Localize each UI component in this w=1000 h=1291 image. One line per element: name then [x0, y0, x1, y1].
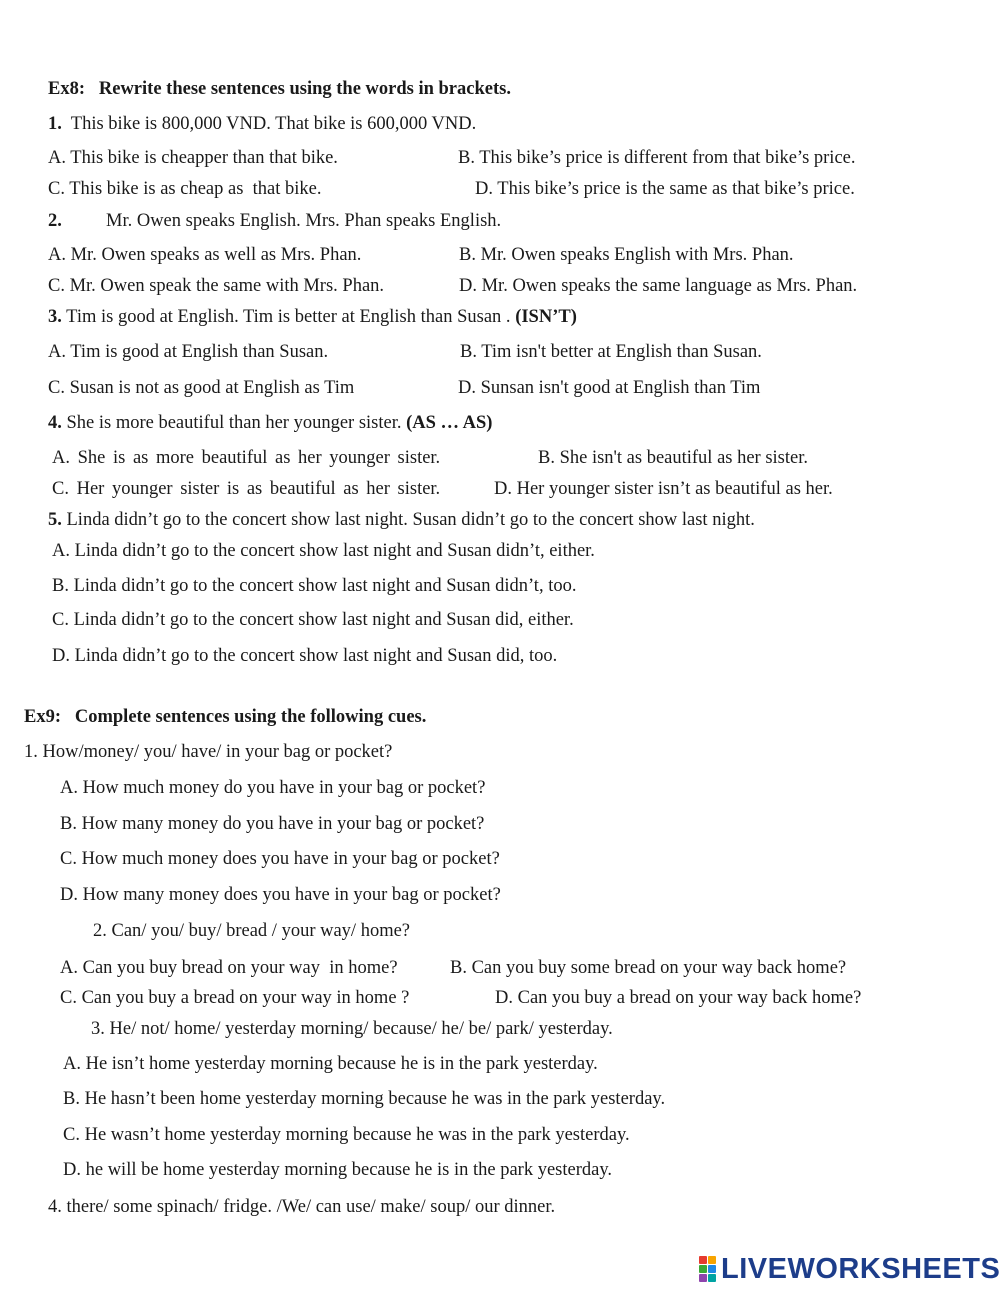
ex9-q1-option-c: C. How much money does you have in your bag or pocket? — [60, 849, 500, 869]
ex8-q1 — [48, 113, 476, 135]
ex8-q2-option-b: B. Mr. Owen speaks English with Mrs. Phan. — [459, 245, 794, 265]
logo-square — [699, 1274, 707, 1282]
ex9-q3-option-c: C. He wasn’t home yesterday morning because he was in the park yesterday. — [63, 1125, 630, 1145]
ex9-q1-option-d: D. How many money does you have in your bag or pocket? — [60, 885, 501, 905]
ex9-q2-text: 2. Can/ you/ buy/ bread / your way/ home? — [93, 921, 411, 941]
liveworksheets-logo — [699, 1254, 1000, 1284]
ex8-q1-option-c: C. This bike is as cheap as that bike. — [48, 179, 322, 199]
ex8-heading — [48, 78, 511, 100]
ex8-q5-option-c: C. Linda didn’t go to the concert show last night and Susan did, either. — [52, 610, 574, 630]
ex8-q1-option-b: B. This bike’s price is different from that bike’s price. — [458, 148, 856, 168]
ex8-q4-text: She is more beautiful than her younger sister. — [66, 413, 407, 433]
ex8-q5-option-d: D. Linda didn’t go to the concert show last night and Susan did, too. — [52, 646, 558, 666]
ex8-q3-option-a: A. Tim is good at English than Susan. — [48, 342, 329, 362]
ex8-q3-number: 3. — [48, 307, 62, 327]
ex8-q1-option-a: A. This bike is cheapper than that bike. — [48, 148, 338, 168]
ex9-q2-option-d: D. Can you buy a bread on your way back home? — [495, 988, 862, 1008]
ex9-q1-option-b: B. How many money do you have in your bag or pocket? — [60, 814, 485, 834]
liveworksheets-logo-icon — [699, 1256, 716, 1282]
liveworksheets-wordmark: LIVEWORKSHEETS — [721, 1253, 1000, 1285]
ex9-q1-option-a: A. How much money do you have in your bag or pocket? — [60, 778, 486, 798]
ex9-heading — [24, 706, 426, 728]
ex8-q3 — [48, 306, 577, 328]
ex8-q4-number: 4. — [48, 413, 62, 433]
ex9-q4-text: 4. there/ some spinach/ fridge. /We/ can use/ make/ soup/ our dinner. — [48, 1197, 556, 1217]
ex8-q2 — [48, 210, 62, 232]
ex8-q5-number: 5. — [48, 510, 62, 530]
ex8-q5-option-a: A. Linda didn’t go to the concert show last night and Susan didn’t, either. — [52, 541, 595, 561]
ex8-heading-number: Ex8: — [48, 79, 85, 99]
ex9-q3-option-d: D. he will be home yesterday morning because he is in the park yesterday. — [63, 1160, 613, 1180]
logo-square — [708, 1274, 716, 1282]
logo-square — [699, 1265, 707, 1273]
ex9-heading-text: Complete sentences using the following cues. — [74, 707, 427, 727]
ex8-q5 — [48, 509, 755, 531]
ex9-q2-option-c: C. Can you buy a bread on your way in home ? — [60, 988, 410, 1008]
logo-square — [708, 1265, 716, 1273]
ex8-q3-option-d: D. Sunsan isn't good at English than Tim — [458, 378, 761, 398]
ex9-q2-option-a: A. Can you buy bread on your way in home? — [60, 958, 398, 978]
ex8-q3-cue: (ISN’T) — [515, 307, 577, 327]
ex8-q2-number: 2. — [48, 211, 62, 231]
ex8-q5-option-b: B. Linda didn’t go to the concert show last night and Susan didn’t, too. — [52, 576, 577, 596]
ex9-q3-option-a: A. He isn’t home yesterday morning because he is in the park yesterday. — [63, 1054, 598, 1074]
ex9-q3-text: 3. He/ not/ home/ yesterday morning/ because/ he/ be/ park/ yesterday. — [91, 1019, 613, 1039]
ex8-q2-option-c: C. Mr. Owen speak the same with Mrs. Phan. — [48, 276, 385, 296]
ex9-q1-text: 1. How/money/ you/ have/ in your bag or pocket? — [24, 742, 393, 762]
ex8-q4-option-a: A. She is as more beautiful as her younger sister. — [52, 448, 441, 468]
ex8-q3-option-b: B. Tim isn't better at English than Susan. — [460, 342, 762, 362]
ex8-q2-option-a: A. Mr. Owen speaks as well as Mrs. Phan. — [48, 245, 362, 265]
ex9-q2-option-b: B. Can you buy some bread on your way back home? — [450, 958, 847, 978]
ex8-q4-option-d: D. Her younger sister isn’t as beautiful as her. — [494, 479, 833, 499]
ex8-q4-option-c: C. Her younger sister is as beautiful as her sister. — [52, 479, 441, 499]
ex8-q4-cue: (AS … AS) — [406, 413, 493, 433]
ex8-q5-text: Linda didn’t go to the concert show last night. Susan didn’t go to the concert show last night. — [66, 510, 755, 530]
ex8-q1-number: 1. — [48, 114, 62, 134]
ex9-q3-option-b: B. He hasn’t been home yesterday morning because he was in the park yesterday. — [63, 1089, 666, 1109]
ex8-q1-option-d: D. This bike’s price is the same as that bike’s price. — [475, 179, 855, 199]
logo-square — [708, 1256, 716, 1264]
ex8-q2-option-d: D. Mr. Owen speaks the same language as Mrs. Phan. — [459, 276, 858, 296]
ex8-q4-option-b: B. She isn't as beautiful as her sister. — [538, 448, 809, 468]
ex8-q4 — [48, 412, 492, 434]
ex8-heading-text: Rewrite these sentences using the words in brackets. — [98, 79, 511, 99]
ex8-q2-text: Mr. Owen speaks English. Mrs. Phan speaks English. — [106, 211, 502, 231]
logo-square — [699, 1256, 707, 1264]
ex9-heading-number: Ex9: — [24, 707, 61, 727]
ex8-q3-text: Tim is good at English. Tim is better at English than Susan . — [66, 307, 516, 327]
ex8-q1-text: This bike is 800,000 VND. That bike is 600,000 VND. — [70, 114, 477, 134]
ex8-q3-option-c: C. Susan is not as good at English as Tim — [48, 378, 355, 398]
